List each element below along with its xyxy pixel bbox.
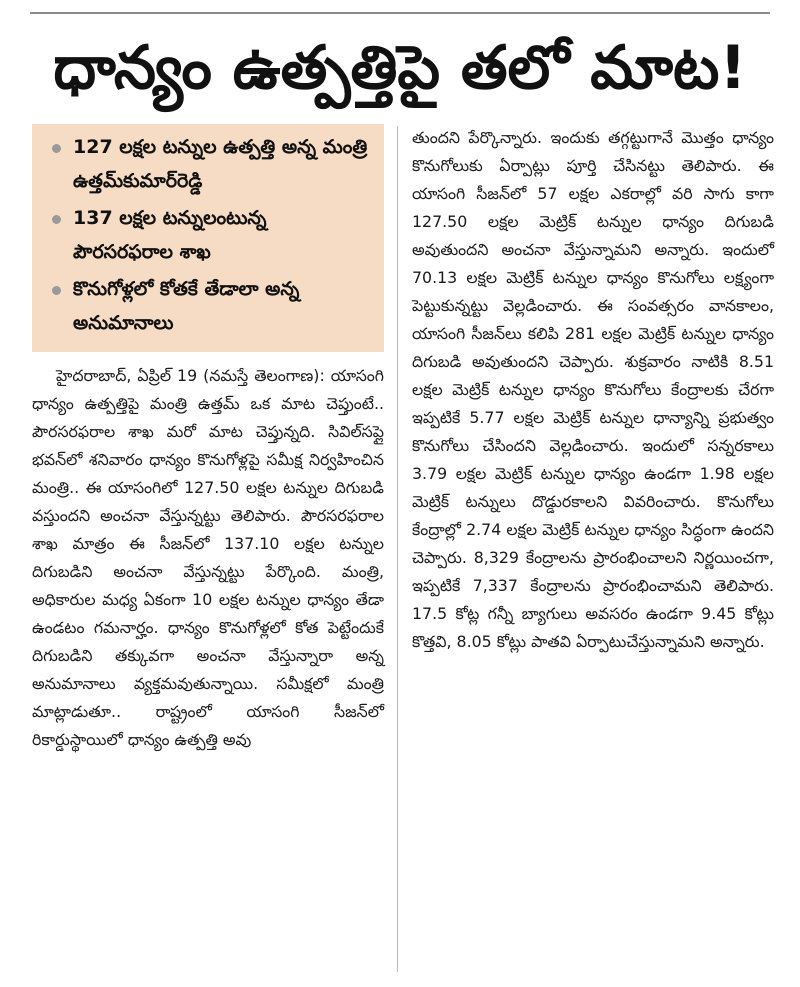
highlight-text: కొనుగోళ్లలో కోతకే తేడాలా అన్న అనుమానాలు [73,278,300,334]
column-divider [397,126,398,972]
highlight-item [48,272,372,340]
highlight-item [48,130,372,198]
headline: ధాన్యం ఉత్పత్తిపై తలో మాట! [53,33,747,103]
left-column [32,124,384,754]
bullet-icon [52,286,61,295]
highlights-box [32,124,384,352]
bullet-icon [52,144,61,153]
top-rule [30,12,770,14]
highlight-item [48,201,372,269]
highlight-text: 127 లక్షల టన్నుల ఉత్పత్తి అన్న మంత్రి ఉత్తమ్‌కుమార్‌రెడ్డి [73,136,368,192]
article-paragraph-right: తుందని పేర్కొన్నారు. ఇందుకు తగ్గట్టుగానే మొత్తం ధాన్యం కొనుగోలుకు ఏర్పాట్లు పూర్తి చేసినట్టు తెలిపారు. ఈ యాసంగి సీజన్‌లో 57 లక్షల ఎకరాల్లో వరి సాగు కాగా 127.50 లక్షల మెట్రిక్ టన్నుల ధాన్యం దిగుబడి అవుతుందని అంచనా వేస్తున్నామని అన్నారు. ఇందులో 70.13 లక్షల మెట్రిక్ టన్నుల ధాన్యం కొనుగోలు లక్ష్యంగా పెట్టుకున్నట్టు వెల్లడించారు. ఈ సంవత్సరం వానకాలం, యాసంగి సీజన్‌లు కలిపి 281 లక్షల మెట్రిక్ టన్నుల ధాన్యం దిగుబడి అవుతుందని చెప్పారు. శుక్రవారం నాటికి 8.51 లక్షల మెట్రిక్ టన్నుల ధాన్యం కొనుగోలు కేంద్రాలకు చేరగా ఇప్పటికే 5.77 లక్షల మెట్రిక్ టన్నుల ధాన్యాన్ని ప్రభుత్వం కొనుగోలు చేసిందని వెల్లడించారు. ఇందులో సన్నరకాలు 3.79 లక్షల మెట్రిక్ టన్నుల ధాన్యం ఉండగా 1.98 లక్షల మెట్రిక్ టన్నులు దొడ్డురకాలని వివరించారు. కొనుగోలు కేంద్రాల్లో 2.74 లక్షల మెట్రిక్ టన్నుల ధాన్యం సిద్ధంగా ఉందని చెప్పారు. 8,329 కేంద్రాలను ప్రారంభించాలని నిర్ణయించగా, ఇప్పటికే 7,337 కేంద్రాలను ప్రారంభించామని తెలిపారు. 17.5 కోట్ల గన్నీ బ్యాగులు అవసరం ఉండగా 9.45 కోట్లు కొత్తవి, 8.05 కోట్లు పాతవి ఏర్పాటుచేస్తున్నామని అన్నారు. [412,128,774,651]
bullet-icon [52,215,61,224]
right-column [412,124,774,656]
highlight-text: 137 లక్షల టన్నులంటున్న పౌరసరఫరాల శాఖ [73,207,267,263]
article-paragraph-left: హైదరాబాద్, ఏప్రిల్ 19 (నమస్తే తెలంగాణ): యాసంగి ధాన్యం ఉత్పత్తిపై మంత్రి ఉత్తమ్ ఒక మాట చెప్తుంటే.. పౌరసరఫరాల శాఖ మరో మాట చెప్తున్నది. సివిల్‌సప్లై భవన్‌లో శనివారం ధాన్యం కొనుగోళ్లపై సమీక్ష నిర్వహించిన మంత్రి.. ఈ యాసంగిలో 127.50 లక్షల టన్నుల దిగుబడి వస్తుందని అంచనా వేస్తున్నట్టు తెలిపారు. పౌరసరఫరాల శాఖ మాత్రం ఈ సీజన్‌లో 137.10 లక్షల టన్నుల దిగుబడిని అంచనా వేస్తున్నట్టు పేర్కొంది. మంత్రి, అధికారుల మధ్య ఏకంగా 10 లక్షల టన్నుల ధాన్యం తేడా ఉండటం గమనార్హం. ధాన్యం కొనుగోళ్లలో కోత పెట్టేందుకే దిగుబడిని తక్కువగా అంచనా వేస్తున్నారా అన్న అనుమానాలు వ్యక్తమవుతున్నాయి. సమీక్షలో మంత్రి మాట్లాడుతూ.. రాష్ట్రంలో యాసంగి సీజన్‌లో రికార్డుస్థాయిలో ధాన్యం ఉత్పత్తి అవు [32,366,384,749]
